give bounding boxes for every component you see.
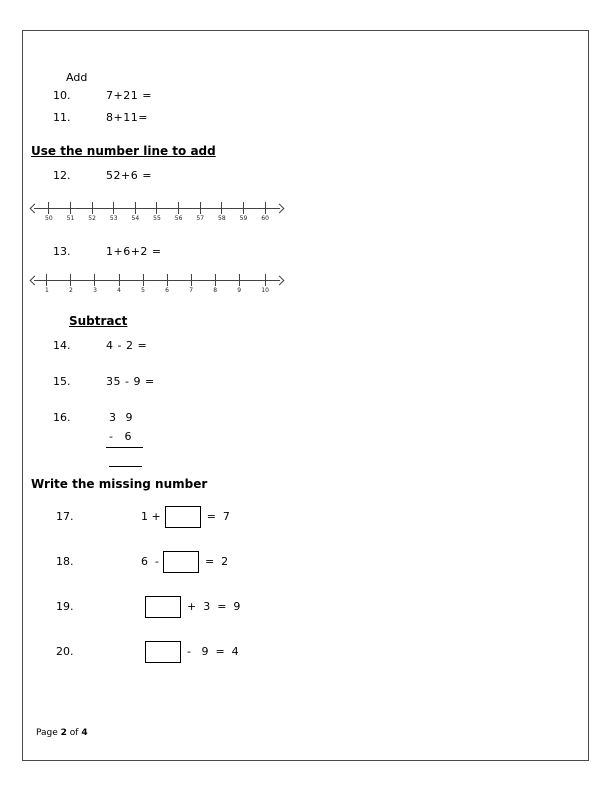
tick-label: 10 bbox=[261, 287, 269, 294]
missing-number-row bbox=[31, 595, 574, 619]
add-heading: Add bbox=[66, 71, 88, 84]
subtrahend: - 6 bbox=[106, 426, 143, 448]
tick-mark bbox=[191, 274, 192, 286]
tick-label: 60 bbox=[261, 215, 269, 222]
answer-box[interactable] bbox=[163, 551, 199, 573]
tick-mark bbox=[239, 274, 240, 286]
tick-label: 4 bbox=[117, 287, 121, 294]
number-line bbox=[31, 272, 283, 298]
page-footer bbox=[36, 728, 88, 738]
expression-after-box: = 7 bbox=[206, 510, 230, 523]
numberline-right-arrow-icon bbox=[275, 203, 285, 213]
answer-box[interactable] bbox=[145, 641, 181, 663]
vertical-subtraction bbox=[106, 410, 143, 467]
numberline-tick bbox=[132, 202, 140, 222]
tick-mark bbox=[143, 274, 144, 286]
problem-row bbox=[31, 244, 574, 260]
tick-mark bbox=[70, 274, 71, 286]
tick-mark bbox=[135, 202, 136, 214]
numberline-tick bbox=[93, 274, 97, 294]
footer-prefix: Page bbox=[36, 728, 61, 738]
tick-label: 51 bbox=[66, 215, 75, 222]
numberline-tick bbox=[117, 274, 121, 294]
tick-mark bbox=[265, 202, 266, 214]
numberline-tick bbox=[189, 274, 193, 294]
answer-box[interactable] bbox=[145, 596, 181, 618]
tick-label: 54 bbox=[131, 215, 140, 222]
tick-label: 3 bbox=[93, 287, 97, 294]
tick-label: 53 bbox=[109, 215, 118, 222]
tick-label: 58 bbox=[218, 215, 226, 222]
problem-number: 13. bbox=[53, 245, 71, 258]
tick-mark bbox=[94, 274, 95, 286]
tick-mark bbox=[113, 202, 114, 214]
missing-number-row bbox=[31, 505, 574, 529]
worksheet-page bbox=[22, 30, 589, 761]
expression-before-box: 6 - bbox=[141, 555, 159, 568]
problem-number: 11. bbox=[53, 111, 71, 124]
minuend: 3 9 bbox=[109, 411, 136, 424]
numberline-tick bbox=[45, 274, 49, 294]
problem-number: 20. bbox=[56, 645, 74, 658]
tick-label: 2 bbox=[69, 287, 73, 294]
problem-number: 12. bbox=[53, 169, 71, 182]
problem-number: 17. bbox=[56, 510, 74, 523]
problem-number: 10. bbox=[53, 89, 71, 102]
numberline-tick bbox=[45, 202, 53, 222]
numberline-ticks bbox=[45, 202, 269, 222]
number-line bbox=[31, 200, 283, 226]
numberline-tick bbox=[240, 202, 248, 222]
problem-number: 15. bbox=[53, 375, 71, 388]
problem-expression: 4 - 2 = bbox=[106, 339, 148, 352]
numberline-tick bbox=[88, 202, 96, 222]
missing-number-row bbox=[31, 640, 574, 664]
missing-number-row bbox=[31, 550, 574, 574]
tick-mark bbox=[70, 202, 71, 214]
tick-label: 8 bbox=[213, 287, 218, 294]
tick-mark bbox=[156, 202, 157, 214]
tick-label: 5 bbox=[141, 287, 145, 294]
problem-row bbox=[31, 410, 574, 467]
expression-after-box: = 2 bbox=[204, 555, 229, 568]
problem-row bbox=[31, 110, 574, 126]
tick-mark bbox=[265, 274, 266, 286]
footer-total-pages: 4 bbox=[81, 728, 88, 738]
answer-line bbox=[109, 466, 142, 467]
numberline-tick bbox=[237, 274, 241, 294]
tick-mark bbox=[119, 274, 120, 286]
answer-box[interactable] bbox=[165, 506, 201, 528]
problem-number: 18. bbox=[56, 555, 74, 568]
problem-number: 19. bbox=[56, 600, 74, 613]
numberline-tick bbox=[67, 202, 75, 222]
tick-label: 7 bbox=[189, 287, 194, 294]
tick-mark bbox=[243, 202, 244, 214]
numberline-tick bbox=[218, 202, 226, 222]
missing-number-section bbox=[31, 477, 574, 664]
numberline-ticks bbox=[45, 274, 269, 294]
problem-expression: 7+21 = bbox=[106, 89, 152, 102]
numberline-tick bbox=[110, 202, 118, 222]
tick-label: 57 bbox=[196, 215, 205, 222]
numberline-tick bbox=[261, 274, 269, 294]
tick-label: 56 bbox=[174, 215, 183, 222]
problem-expression: 35 - 9 = bbox=[106, 375, 155, 388]
problem-expression: 1+6+2 = bbox=[106, 245, 162, 258]
numberline-tick bbox=[175, 202, 183, 222]
tick-mark bbox=[200, 202, 201, 214]
problem-expression: 52+6 = bbox=[106, 169, 152, 182]
problem-row bbox=[31, 168, 574, 184]
problem-row bbox=[31, 88, 574, 104]
tick-mark bbox=[48, 202, 49, 214]
numberline-right-arrow-icon bbox=[275, 275, 285, 285]
subtract-section bbox=[31, 314, 574, 467]
tick-label: 6 bbox=[165, 287, 169, 294]
tick-label: 9 bbox=[237, 287, 242, 294]
numberline-section-heading: Use the number line to add bbox=[31, 144, 216, 158]
numberline-tick bbox=[165, 274, 169, 294]
problem-number: 14. bbox=[53, 339, 71, 352]
tick-mark bbox=[167, 274, 168, 286]
tick-label: 55 bbox=[153, 215, 161, 222]
expression-after-box: + 3 = 9 bbox=[187, 600, 241, 613]
numberline-tick bbox=[69, 274, 73, 294]
numberline-tick bbox=[213, 274, 217, 294]
numberline-tick bbox=[261, 202, 269, 222]
missing-number-heading: Write the missing number bbox=[31, 477, 208, 491]
numberline-tick bbox=[141, 274, 145, 294]
worksheet-content bbox=[23, 31, 588, 664]
tick-label: 52 bbox=[88, 215, 96, 222]
tick-label: 59 bbox=[239, 215, 248, 222]
expression-after-box: - 9 = 4 bbox=[187, 645, 239, 658]
add-section bbox=[31, 71, 574, 126]
expression-before-box: 1 + bbox=[141, 510, 161, 523]
footer-of: of bbox=[66, 728, 82, 738]
tick-mark bbox=[92, 202, 93, 214]
numberline-tick bbox=[196, 202, 204, 222]
footer-current-page: 2 bbox=[60, 728, 67, 738]
tick-label: 50 bbox=[45, 215, 53, 222]
numberline-tick bbox=[153, 202, 161, 222]
numberline-section bbox=[31, 144, 574, 298]
problem-number: 16. bbox=[53, 411, 71, 424]
subtract-heading: Subtract bbox=[69, 314, 128, 328]
tick-mark bbox=[178, 202, 179, 214]
tick-mark bbox=[46, 274, 47, 286]
tick-label: 1 bbox=[45, 287, 49, 294]
problem-expression: 8+11= bbox=[106, 111, 148, 124]
problem-row bbox=[31, 374, 574, 390]
problem-row bbox=[31, 338, 574, 354]
tick-mark bbox=[221, 202, 222, 214]
tick-mark bbox=[215, 274, 216, 286]
